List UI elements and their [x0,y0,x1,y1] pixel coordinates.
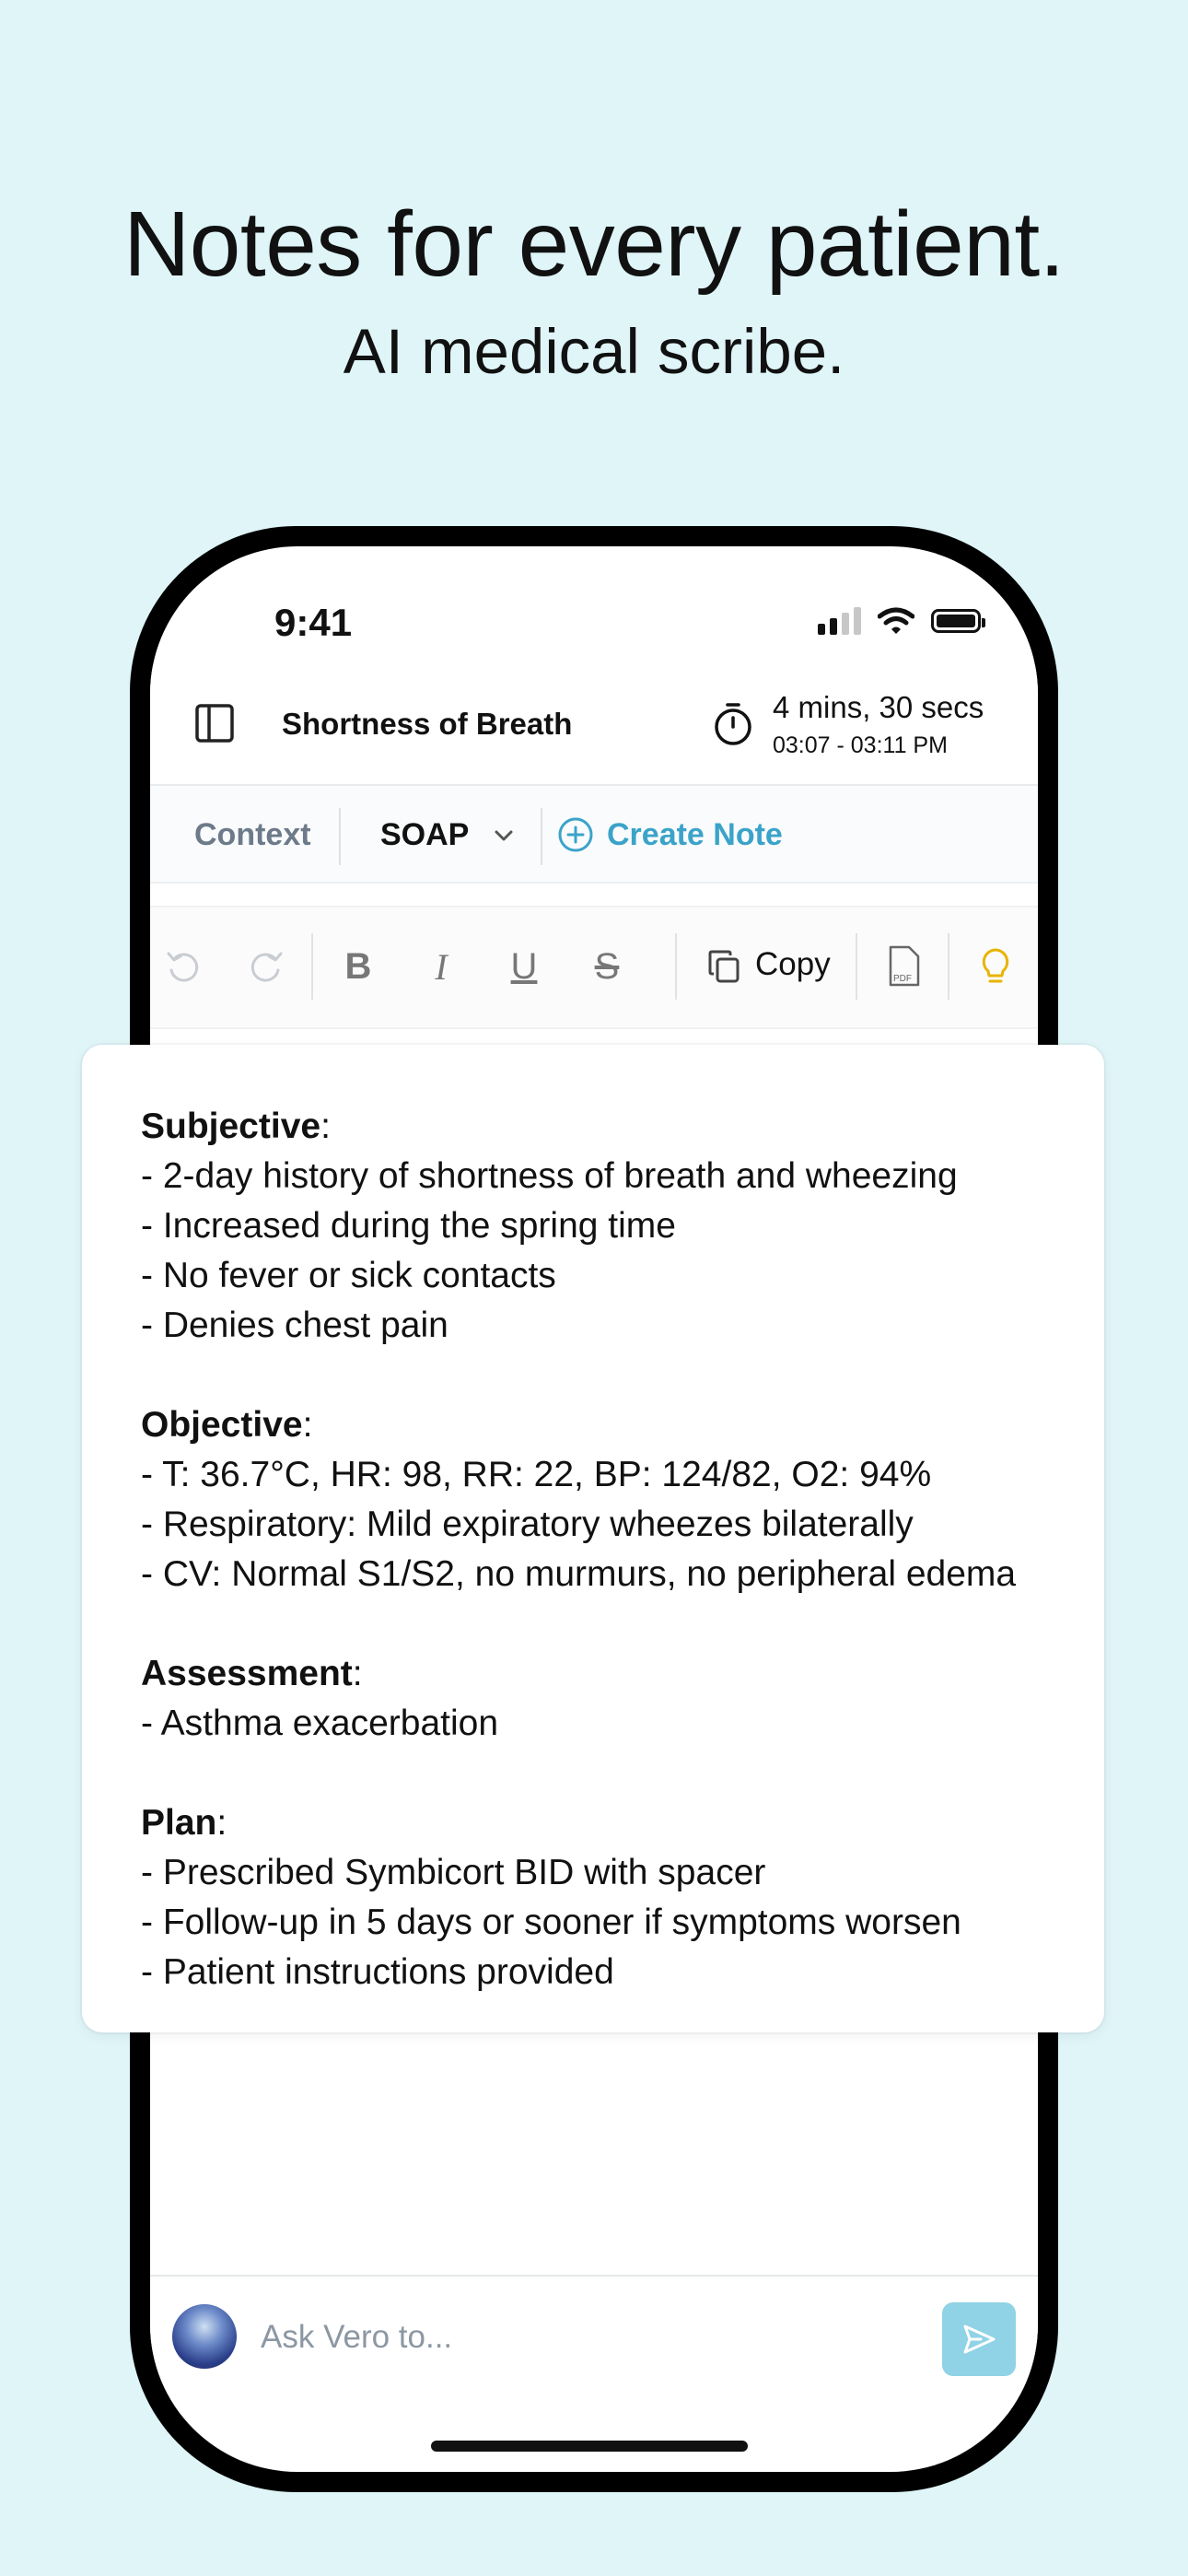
underline-icon: U [510,945,538,987]
copy-icon [706,948,743,985]
bold-button[interactable] [336,944,380,989]
lightbulb-icon [977,946,1014,987]
send-button[interactable] [942,2302,1016,2376]
note-line: - Prescribed Symbicort BID with spacer [141,1853,766,1892]
note-section [141,1798,1089,1997]
toolbar-divider [948,933,949,1000]
cellular-signal-icon [818,607,861,635]
undo-icon [163,946,204,987]
note-header [150,666,1038,786]
pdf-file-icon [883,944,924,989]
home-indicator [431,2441,748,2452]
strikethrough-icon: S [594,945,620,987]
copy-button[interactable] [703,944,747,989]
ask-bar [150,2275,1038,2415]
italic-icon: I [435,945,448,988]
note-section [141,1102,1089,1351]
note-line: - Asthma exacerbation [141,1704,499,1743]
note-line: - T: 36.7°C, HR: 98, RR: 22, BP: 124/82, O2: 94% [141,1455,932,1494]
note-line: - Respiratory: Mild expiratory wheezes bilaterally [141,1505,914,1544]
section-heading-text: Subjective [141,1107,321,1146]
section-heading: Plan: [141,1803,227,1843]
plus-circle-icon[interactable] [557,816,594,853]
export-pdf-button[interactable] [881,944,926,989]
create-note-button[interactable]: Create Note [607,817,783,852]
toolbar-divider [856,933,857,1000]
section-heading: Objective: [141,1405,313,1445]
section-heading-text: Objective [141,1405,303,1445]
battery-icon [931,609,981,633]
send-icon [961,2321,997,2358]
note-section [141,1649,1089,1749]
stopwatch-icon [710,701,756,747]
status-time: 9:41 [274,601,353,644]
tab-divider [339,808,341,865]
toolbar-divider [311,933,313,1000]
tab-context[interactable]: Context [194,817,311,852]
recording-duration: 4 mins, 30 secs [773,690,984,724]
sidebar-toggle-icon[interactable] [194,703,235,744]
tab-divider [541,808,542,865]
recording-time-range: 03:07 - 03:11 PM [773,732,948,758]
note-line: - Denies chest pain [141,1306,448,1345]
section-heading: Subjective: [141,1107,331,1146]
template-select[interactable]: SOAP [380,817,470,852]
note-section [141,1400,1089,1599]
toolbar-divider [675,933,677,1000]
note-line: - No fever or sick contacts [141,1256,556,1295]
underline-button[interactable] [502,944,546,989]
section-heading-text: Assessment [141,1654,353,1693]
pdf-label: PDF [893,974,912,984]
note-title: Shortness of Breath [282,707,573,741]
soap-note-card [82,1045,1104,2032]
note-line: - Increased during the spring time [141,1206,676,1246]
assistant-avatar [172,2304,237,2369]
copy-label[interactable]: Copy [755,946,831,982]
section-heading: Assessment: [141,1654,363,1693]
note-line: - 2-day history of shortness of breath and wheezing [141,1156,958,1196]
ask-input[interactable] [259,2313,852,2361]
note-line: - Patient instructions provided [141,1952,614,1992]
redo-icon [246,946,286,987]
editor-toolbar [150,906,1038,1029]
status-icons [818,607,981,635]
hero-title: Notes for every patient. [123,193,1065,296]
undo-button[interactable] [161,944,205,989]
strikethrough-button[interactable] [585,944,629,989]
hero-subtitle: AI medical scribe. [343,316,845,387]
suggestions-button[interactable] [973,944,1018,989]
soap-note-body [141,1102,1089,2047]
redo-button[interactable] [244,944,288,989]
note-tabbar [150,786,1038,884]
note-line: - Follow-up in 5 days or sooner if symptoms worsen [141,1903,961,1942]
chevron-down-icon[interactable] [491,823,517,849]
bold-icon: B [344,945,372,987]
wifi-icon [878,607,914,635]
italic-button[interactable] [419,944,463,989]
note-line: - CV: Normal S1/S2, no murmurs, no peripheral edema [141,1554,1017,1594]
section-heading-text: Plan [141,1803,217,1843]
